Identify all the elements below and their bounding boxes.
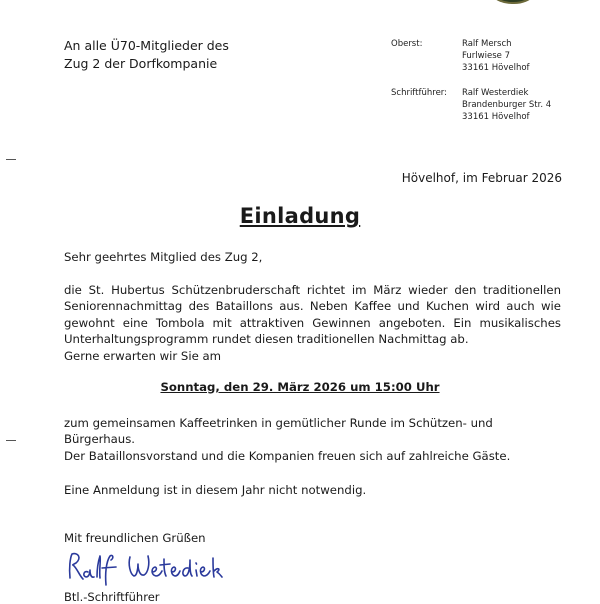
paragraph-guests: Der Bataillonsvorstand und die Kompanien freuen sich auf zahlreiche Gäste. bbox=[64, 449, 511, 463]
event-datetime: Sonntag, den 29. März 2026 um 15:00 Uhr bbox=[160, 380, 440, 394]
contact-schriftfuehrer-city: 33161 Hövelhof bbox=[462, 112, 530, 122]
handwritten-signature bbox=[64, 548, 224, 588]
closing: Mit freundlichen Grüßen bbox=[64, 531, 206, 545]
recipient-line-1: An alle Ü70-Mitglieder des bbox=[64, 38, 229, 53]
paragraph-registration: Eine Anmeldung ist in diesem Jahr nicht notwendig. bbox=[64, 483, 367, 497]
salutation: Sehr geehrtes Mitglied des Zug 2, bbox=[64, 250, 263, 264]
emblem-logo bbox=[480, 0, 546, 4]
paragraph-intro-end: Gerne erwarten wir Sie am bbox=[64, 349, 222, 363]
paragraph-location: zum gemeinsamen Kaffeetrinken in gemütlicher Runde im Schützen- und Bürgerhaus. bbox=[64, 416, 493, 447]
letter-title: Einladung bbox=[239, 204, 361, 228]
contact-oberst-city: 33161 Hövelhof bbox=[462, 63, 530, 73]
recipient-line-2: Zug 2 der Dorfkompanie bbox=[64, 56, 218, 71]
contact-schriftfuehrer bbox=[462, 87, 551, 123]
contact-label-oberst: Oberst: bbox=[391, 39, 423, 49]
signer-role: Btl.-Schriftführer bbox=[64, 590, 160, 604]
place-date: Hövelhof, im Februar 2026 bbox=[401, 171, 562, 185]
contact-schriftfuehrer-street: Brandenburger Str. 4 bbox=[462, 100, 552, 110]
recipient-address bbox=[64, 37, 229, 73]
fold-mark-lower bbox=[6, 440, 16, 441]
contact-oberst bbox=[462, 38, 530, 74]
contact-oberst-name: Ralf Mersch bbox=[462, 39, 512, 49]
paragraph-intro: die St. Hubertus Schützenbruderschaft richtet im März wieder den traditionellen Seniorennachmittag des Bataillons aus. Neben Kaffee und Kuchen wird auch wie gewohnt eine Tombola mit attraktiven Gewinnen angeboten. Ein musikalisches Unterhaltungsprogramm rundet diesen traditionellen Nachmittag ab. bbox=[64, 283, 561, 347]
contact-schriftfuehrer-name: Ralf Westerdiek bbox=[462, 88, 529, 98]
contact-label-schriftfuehrer: Schriftführer: bbox=[391, 88, 448, 98]
fold-mark-upper bbox=[6, 159, 16, 160]
contact-oberst-street: Furlwiese 7 bbox=[462, 51, 510, 61]
